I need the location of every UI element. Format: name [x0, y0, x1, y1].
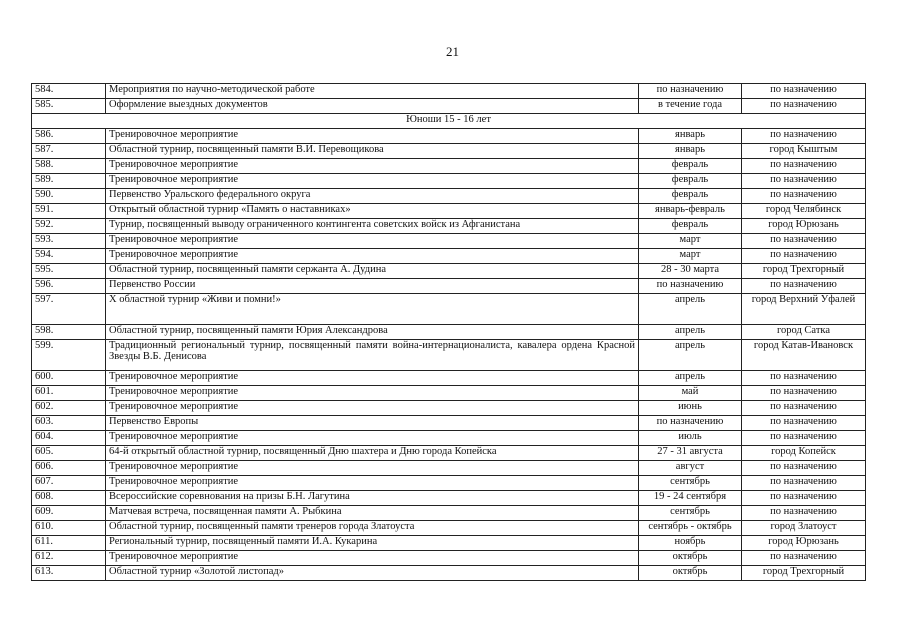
- row-number: 604.: [32, 431, 106, 446]
- event-name: Тренировочное мероприятие: [106, 174, 639, 189]
- event-date: январь-февраль: [639, 204, 742, 219]
- row-number: 601.: [32, 386, 106, 401]
- event-name: 64-й открытый областной турнир, посвященный Дню шахтера и Дню города Копейска: [106, 446, 639, 461]
- row-number: 602.: [32, 401, 106, 416]
- event-place: по назначению: [742, 371, 866, 386]
- event-place: город Катав-Ивановск: [742, 340, 866, 371]
- event-date: февраль: [639, 174, 742, 189]
- table-row: [32, 371, 866, 386]
- event-name: Всероссийские соревнования на призы Б.Н. Лагутина: [106, 491, 639, 506]
- table-row: [32, 401, 866, 416]
- event-place: по назначению: [742, 416, 866, 431]
- event-date: май: [639, 386, 742, 401]
- row-number: 587.: [32, 144, 106, 159]
- event-date: по назначению: [639, 416, 742, 431]
- event-place: по назначению: [742, 386, 866, 401]
- row-number: 586.: [32, 129, 106, 144]
- event-date: январь: [639, 129, 742, 144]
- row-number: 591.: [32, 204, 106, 219]
- event-name: Тренировочное мероприятие: [106, 129, 639, 144]
- event-date: 19 - 24 сентября: [639, 491, 742, 506]
- table-row: [32, 99, 866, 114]
- event-date: 27 - 31 августа: [639, 446, 742, 461]
- row-number: 610.: [32, 521, 106, 536]
- row-number: 605.: [32, 446, 106, 461]
- table-row: [32, 461, 866, 476]
- row-number: 588.: [32, 159, 106, 174]
- event-place: город Юрюзань: [742, 219, 866, 234]
- event-place: город Трехгорный: [742, 566, 866, 581]
- event-name: Турнир, посвященный выводу ограниченного контингента советских войск из Афганистана: [106, 219, 639, 234]
- table-row: [32, 386, 866, 401]
- row-number: 607.: [32, 476, 106, 491]
- event-name: Мероприятия по научно-методической работе: [106, 84, 639, 99]
- event-date: январь: [639, 144, 742, 159]
- table-row: [32, 174, 866, 189]
- row-number: 599.: [32, 340, 106, 371]
- event-name: Тренировочное мероприятие: [106, 371, 639, 386]
- table-row: [32, 294, 866, 325]
- row-number: 598.: [32, 325, 106, 340]
- event-name: Открытый областной турнир «Память о наставниках»: [106, 204, 639, 219]
- schedule-table: [31, 83, 866, 581]
- row-number: 593.: [32, 234, 106, 249]
- event-place: по назначению: [742, 476, 866, 491]
- table-row: [32, 476, 866, 491]
- event-date: июнь: [639, 401, 742, 416]
- event-name: Областной турнир, посвященный памяти В.И. Перевощикова: [106, 144, 639, 159]
- event-name: Областной турнир «Золотой листопад»: [106, 566, 639, 581]
- row-number: 600.: [32, 371, 106, 386]
- row-number: 597.: [32, 294, 106, 325]
- event-place: по назначению: [742, 491, 866, 506]
- event-name: Первенство Уральского федерального округа: [106, 189, 639, 204]
- event-date: сентябрь - октябрь: [639, 521, 742, 536]
- event-name: Оформление выездных документов: [106, 99, 639, 114]
- row-number: 609.: [32, 506, 106, 521]
- event-date: февраль: [639, 219, 742, 234]
- event-place: по назначению: [742, 461, 866, 476]
- table-row: [32, 234, 866, 249]
- row-number: 592.: [32, 219, 106, 234]
- event-place: по назначению: [742, 159, 866, 174]
- event-name: Матчевая встреча, посвященная памяти А. Рыбкина: [106, 506, 639, 521]
- event-place: по назначению: [742, 189, 866, 204]
- table-row: [32, 536, 866, 551]
- event-place: по назначению: [742, 84, 866, 99]
- event-name: Тренировочное мероприятие: [106, 234, 639, 249]
- event-place: город Юрюзань: [742, 536, 866, 551]
- table-row: [32, 279, 866, 294]
- event-name: Тренировочное мероприятие: [106, 476, 639, 491]
- table-row: [32, 84, 866, 99]
- event-place: город Копейск: [742, 446, 866, 461]
- event-name: Тренировочное мероприятие: [106, 159, 639, 174]
- event-name: Областной турнир, посвященный памяти Юрия Александрова: [106, 325, 639, 340]
- event-date: апрель: [639, 371, 742, 386]
- table-row: [32, 521, 866, 536]
- event-name: Первенство России: [106, 279, 639, 294]
- event-date: сентябрь: [639, 476, 742, 491]
- table-row: [32, 129, 866, 144]
- event-name: Первенство Европы: [106, 416, 639, 431]
- event-date: апрель: [639, 294, 742, 325]
- row-number: 595.: [32, 264, 106, 279]
- table-row: [32, 189, 866, 204]
- event-place: по назначению: [742, 401, 866, 416]
- row-number: 613.: [32, 566, 106, 581]
- event-name: Тренировочное мероприятие: [106, 401, 639, 416]
- event-date: 28 - 30 марта: [639, 264, 742, 279]
- table-row: [32, 264, 866, 279]
- event-name: Тренировочное мероприятие: [106, 249, 639, 264]
- event-date: сентябрь: [639, 506, 742, 521]
- event-place: по назначению: [742, 551, 866, 566]
- table-row: [32, 204, 866, 219]
- event-place: по назначению: [742, 129, 866, 144]
- row-number: 606.: [32, 461, 106, 476]
- event-date: октябрь: [639, 566, 742, 581]
- event-name: Областной турнир, посвященный памяти сержанта А. Дудина: [106, 264, 639, 279]
- table-row: [32, 144, 866, 159]
- event-name: Тренировочное мероприятие: [106, 461, 639, 476]
- event-place: по назначению: [742, 506, 866, 521]
- table-row: [32, 506, 866, 521]
- row-number: 596.: [32, 279, 106, 294]
- event-date: октябрь: [639, 551, 742, 566]
- event-place: город Сатка: [742, 325, 866, 340]
- event-name: Тренировочное мероприятие: [106, 386, 639, 401]
- event-date: февраль: [639, 189, 742, 204]
- table-row: [32, 325, 866, 340]
- section-row: [32, 114, 866, 129]
- row-number: 585.: [32, 99, 106, 114]
- table-row: [32, 431, 866, 446]
- row-number: 608.: [32, 491, 106, 506]
- event-date: март: [639, 249, 742, 264]
- table-row: [32, 249, 866, 264]
- table-row: [32, 159, 866, 174]
- table-row: [32, 219, 866, 234]
- event-name: Областной турнир, посвященный памяти тренеров города Златоуста: [106, 521, 639, 536]
- event-place: по назначению: [742, 174, 866, 189]
- event-place: по назначению: [742, 99, 866, 114]
- event-date: апрель: [639, 325, 742, 340]
- table-row: [32, 566, 866, 581]
- event-date: по назначению: [639, 84, 742, 99]
- event-place: по назначению: [742, 249, 866, 264]
- event-date: март: [639, 234, 742, 249]
- row-number: 603.: [32, 416, 106, 431]
- table-row: [32, 446, 866, 461]
- event-name: X областной турнир «Живи и помни!»: [106, 294, 639, 325]
- section-title: Юноши 15 - 16 лет: [32, 114, 866, 129]
- row-number: 594.: [32, 249, 106, 264]
- event-date: апрель: [639, 340, 742, 371]
- table-row: [32, 491, 866, 506]
- row-number: 589.: [32, 174, 106, 189]
- event-name: Тренировочное мероприятие: [106, 551, 639, 566]
- event-date: август: [639, 461, 742, 476]
- event-name: Традиционный региональный турнир, посвященный памяти война-интернационалиста, кавалера ордена Красной Звезды В.Б. Денисова: [106, 340, 639, 371]
- event-place: город Златоуст: [742, 521, 866, 536]
- row-number: 611.: [32, 536, 106, 551]
- schedule-body: [32, 84, 866, 581]
- row-number: 584.: [32, 84, 106, 99]
- event-date: в течение года: [639, 99, 742, 114]
- event-date: ноябрь: [639, 536, 742, 551]
- event-date: июль: [639, 431, 742, 446]
- event-date: февраль: [639, 159, 742, 174]
- event-place: город Кыштым: [742, 144, 866, 159]
- event-place: по назначению: [742, 279, 866, 294]
- table-row: [32, 551, 866, 566]
- table-row: [32, 340, 866, 371]
- row-number: 590.: [32, 189, 106, 204]
- event-place: город Челябинск: [742, 204, 866, 219]
- event-name: Региональный турнир, посвященный памяти И.А. Кукарина: [106, 536, 639, 551]
- event-place: по назначению: [742, 234, 866, 249]
- table-row: [32, 416, 866, 431]
- event-name: Тренировочное мероприятие: [106, 431, 639, 446]
- event-place: город Трехгорный: [742, 264, 866, 279]
- row-number: 612.: [32, 551, 106, 566]
- page-number: 21: [446, 44, 459, 59]
- event-place: по назначению: [742, 431, 866, 446]
- event-place: город Верхний Уфалей: [742, 294, 866, 325]
- event-date: по назначению: [639, 279, 742, 294]
